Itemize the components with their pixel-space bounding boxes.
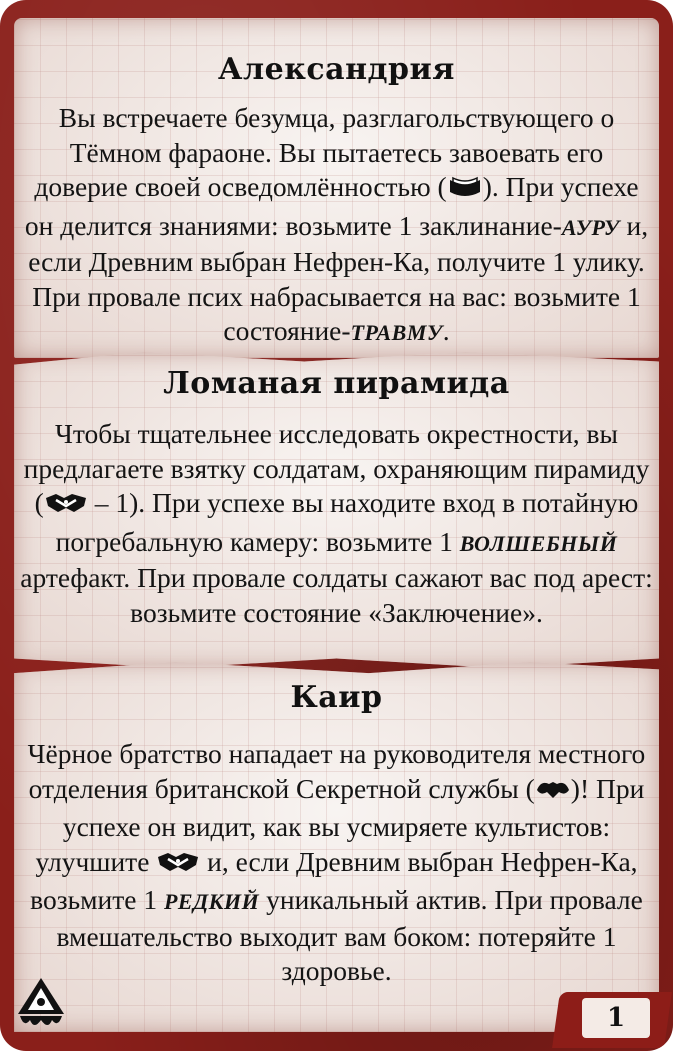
influence-handshake-icon xyxy=(44,490,88,525)
spell-keyword: АУРУ xyxy=(561,214,620,240)
card-number: 1 xyxy=(582,998,650,1038)
encounter-cairo xyxy=(20,680,653,989)
encounter-text: Вы встречаете безумца, разглагольствующего о Тёмном фараоне. Вы пытаетесь завоевать его доверие своей осведомлённостью ( ). При успехе он делится знаниями: возьмите 1 заклинание-АУРУ и, если Древним выбран Нефрен-Ка, получите 1 улику. При провале псих набрасывается на вас: возьмите 1 состояние-ТРАВМУ. xyxy=(24,102,649,346)
encounter-title: Каир xyxy=(290,680,383,715)
strength-arm-icon xyxy=(535,776,571,811)
expansion-symbol-icon xyxy=(12,974,70,1032)
lore-book-icon xyxy=(447,174,483,209)
rare-keyword: РЕДКИЙ xyxy=(163,889,260,914)
encounter-title: Ломаная пирамида xyxy=(163,366,510,401)
encounter-alexandria xyxy=(20,52,653,351)
influence-handshake-icon xyxy=(156,849,200,884)
encounter-broken-pyramid xyxy=(20,366,653,630)
encounter-text: Чёрное братство нападает на руководителя местного отделения британской Секретной службы ( )! При успехе он видит, как вы усмиряете культистов: улучшите и, если Древним выбран Нефрен-Ка, возьмите 1 РЕДКИЙ уникальный актив. При провале вмешательство выходит вам боком: потеряйте 1 здоровье. xyxy=(27,738,646,986)
magical-keyword: ВОЛШЕБНЫЙ xyxy=(459,530,618,556)
encounter-text: Чтобы тщательнее исследовать окрестности, вы предлагаете взятку солдатам, охраняющим пирамиду ( – 1). При успехе вы находите вход в потайную погребальную камеру: возьмите 1 ВОЛШЕБНЫЙ артефакт. При провале солдаты сажают вас под арест: возьмите состояние «Заключение». xyxy=(20,418,653,628)
condition-keyword: ТРАВМУ xyxy=(350,320,443,345)
encounter-title: Александрия xyxy=(218,52,455,87)
